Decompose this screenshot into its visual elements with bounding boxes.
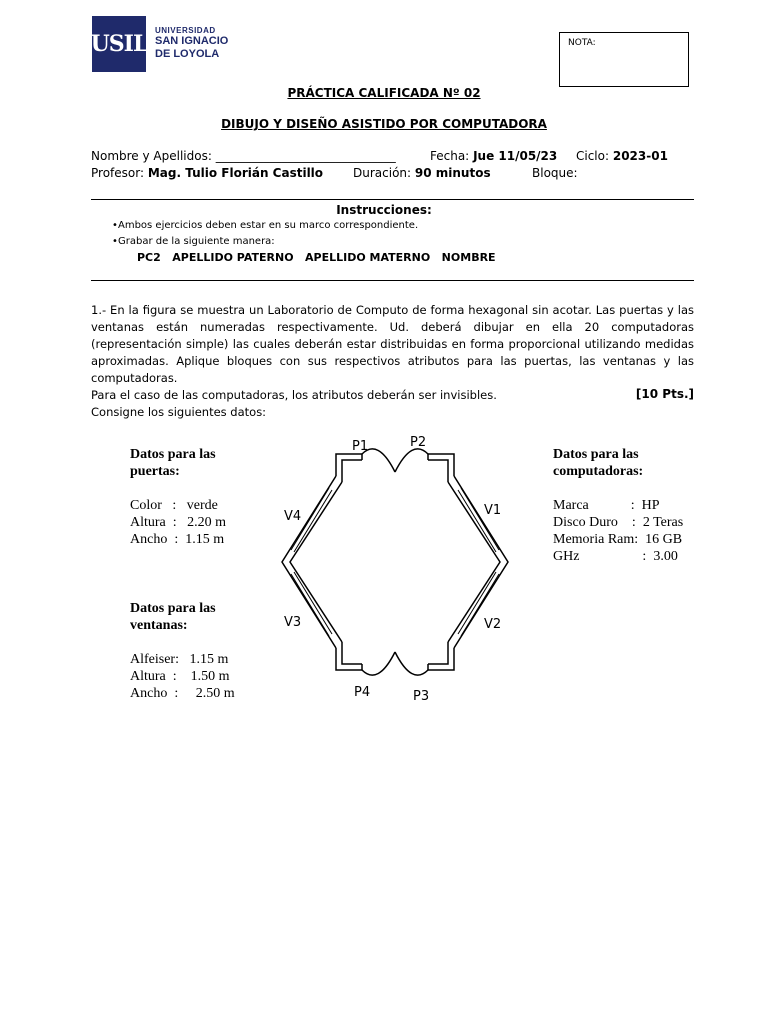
teacher-label: Profesor: [91,166,145,180]
name-label: Nombre y Apellidos: ______________________________ [91,149,396,163]
computers-title-line-1: Datos para las [553,447,639,462]
outer-wall [336,454,362,476]
windows-title-line-2: ventanas: [130,618,188,633]
filename-format: PC2 APELLIDO PATERNO APELLIDO MATERNO NOMBRE [137,251,496,264]
computers-data [553,446,683,565]
doors-title-line-2: puertas: [130,464,180,479]
duration-field [353,166,491,180]
university-small-label: UNIVERSIDAD [155,26,216,35]
divider-bottom [91,280,694,281]
course-title: DIBUJO Y DISEÑO ASISTIDO POR COMPUTADORA [221,117,547,131]
cycle-field [576,149,668,163]
grade-label: NOTA: [568,38,596,48]
block-label: Bloque: [532,166,578,180]
exercise-instruction: Consigne los siguientes datos: [91,405,267,419]
duration-value: 90 minutos [414,166,491,180]
university-line-1: SAN IGNACIO [155,35,229,47]
hexagon-lab-diagram [270,430,520,705]
label-p2: P2 [410,435,427,450]
window-row: Alfeiser: 1.15 m [130,652,229,667]
teacher-field [91,166,323,180]
computer-row: GHz : 3.00 [553,549,678,564]
label-p1: P1 [352,439,369,454]
university-name [155,26,228,61]
doors-title-line-1: Datos para las [130,447,216,462]
door-p3 [395,652,428,675]
computers-title-line-2: computadoras: [553,464,644,479]
teacher-value: Mag. Tulio Florián Castillo [147,166,324,180]
points-label: [10 Pts.] [635,387,694,401]
instructions-title: Instrucciones: [336,203,432,217]
exercise-text [91,302,694,421]
date-field [430,149,557,163]
door-row: Altura : 2.20 m [130,515,227,530]
date-label: Fecha: [430,149,470,163]
instruction-item: • Grabar de la siguiente manera: [118,236,275,247]
exercise-paragraph: 1.- En la figura se muestra un Laboratorio de Computo de forma hexagonal sin acotar. Las puertas y las ventanas están numeradas respectivamente. Ud. deberá dibujar en ella 20 computadoras (representación simple) las cuales deberán estar distribuidas en forma proporcional utilizando medidas aproximadas. Aplique bloques con sus respectivos atributos para las puertas, las ventanas y las computadoras. [91,303,694,385]
door-p4 [362,652,395,675]
label-v3: V3 [284,615,302,630]
duration-label: Duración: [353,166,412,180]
window-v1 [458,490,496,552]
window-row: Altura : 1.50 m [130,669,230,684]
door-row: Color : verde [130,498,218,513]
computer-row: Marca : HP [553,498,660,513]
practice-title: PRÁCTICA CALIFICADA Nº 02 [287,86,481,100]
window-row: Ancho : 2.50 m [130,686,235,701]
cycle-value: 2023-01 [612,149,668,163]
label-v1: V1 [484,503,502,518]
windows-data [130,600,235,702]
windows-title-line-1: Datos para las [130,601,216,616]
date-value: Jue 11/05/23 [473,149,558,163]
computer-row: Memoria Ram: 16 GB [553,532,683,547]
university-line-2: DE LOYOLA [155,48,220,60]
label-v4: V4 [284,509,302,524]
logo-mark: USIL [90,31,148,57]
door-row: Ancho : 1.15 m [130,532,225,547]
label-v2: V2 [484,617,502,632]
cycle-label: Ciclo: [576,149,610,163]
label-p3: P3 [413,689,430,704]
doors-data [130,446,226,548]
divider-top [91,199,694,200]
door-p2 [395,449,428,472]
grade-box [559,32,689,87]
block-field [532,166,578,180]
student-name-line [91,149,396,163]
computer-row: Disco Duro : 2 Teras [553,515,684,530]
exercise-note: Para el caso de las computadoras, los atributos deberán ser invisibles. [91,388,497,402]
inner-wall [342,460,362,482]
instruction-item: • Ambos ejercicios deben estar en su marco correspondiente. [118,220,418,231]
label-p4: P4 [354,685,371,700]
